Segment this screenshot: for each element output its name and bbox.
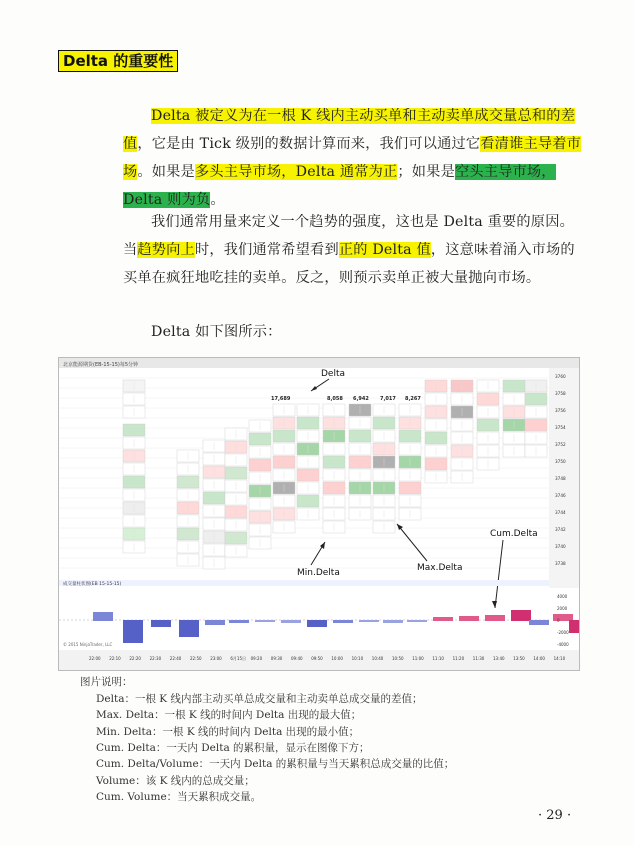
time-label: 22:20: [129, 656, 141, 661]
caption-line: Cum. Delta：一天内 Delta 的累积量，显示在图像下方；: [96, 741, 370, 754]
caption-line: Cum. Volume：当天累积成交量。: [96, 790, 262, 803]
time-label: 11:10: [432, 656, 444, 661]
time-label: 13:40: [493, 656, 505, 661]
caption-line: Min. Delta：一根 K 线的时间内 Delta 出现的最小值；: [96, 725, 360, 738]
paragraph-2: 我们通常用量来定义一个趋势的强度，这也是 Delta 重要的原因。当趋势向上时，我们通常希望看到正的 Delta 值，这意味着涌入市场的买单在疯狂地吃挂的卖单。反之，则预示卖单正被大量抛向市场。: [123, 214, 575, 286]
time-label: 22:40: [169, 656, 182, 661]
annotation-min-delta: Min.Delta: [297, 568, 340, 578]
price-label: 3754: [555, 425, 566, 430]
price-label: 3760: [555, 374, 566, 379]
top-value: 8,058: [327, 396, 343, 402]
cum-delta-bar: [151, 620, 171, 627]
top-value: 17,689: [271, 396, 291, 402]
cum-delta-bar: [205, 620, 225, 625]
cum-delta-bar: [433, 617, 453, 621]
highlight-positive-delta: 正的 Delta 值: [338, 242, 431, 258]
annotation-max-delta: Max.Delta: [417, 563, 463, 573]
cum-delta-bar: [359, 620, 379, 622]
copyright: © 2015 NinjaTrader, LLC: [63, 642, 113, 647]
footprint-chart-figure: [58, 357, 580, 671]
time-label: 11:20: [452, 656, 465, 661]
paragraph-1: Delta 被定义为在一根 K 线内主动买单和主动卖单成交量总和的差值，它是由 Tick 级别的数据计算而来，我们可以通过它看清谁主导着市场。如果是多头主导市场，Delta 通常为正；如果是空头主导市场，Delta 则为负。: [123, 108, 582, 208]
time-label: 22:00: [89, 656, 101, 661]
cum-delta-bar: [569, 620, 579, 633]
time-label: 22:30: [149, 656, 162, 661]
time-label: 22:10: [109, 656, 121, 661]
cum-delta-bar: [307, 620, 327, 627]
caption-line: Volume：该 K 线内的总成交量；: [96, 774, 255, 787]
cum-delta-bar: [93, 612, 113, 621]
time-label: 09:30: [270, 656, 283, 661]
annotation-cum-delta: Cum.Delta: [490, 529, 538, 539]
price-label: 3758: [555, 391, 566, 396]
price-label: 3756: [555, 408, 566, 413]
top-value: 6,942: [353, 396, 369, 402]
caption-line: Cum. Delta/Volume：一天内 Delta 的累积量与当天累积总成交量的比值；: [96, 758, 455, 771]
chart-header: 北京能源期货(EB-15-15)每5分钟: [63, 362, 139, 368]
top-value: 8,267: [405, 396, 421, 402]
time-label: 09:20: [250, 656, 263, 661]
price-label: 3742: [555, 527, 566, 532]
time-label: 10:40: [371, 656, 384, 661]
cum-delta-bar: [485, 615, 505, 621]
cum-delta-bar: [407, 620, 427, 622]
cum-delta-bar: [255, 620, 275, 622]
highlight-who-leads: 看清谁主导着市场: [123, 136, 582, 180]
lower-panel-label: 成交量柱状图(EB 15-15-15): [63, 582, 122, 587]
price-label: 3744: [555, 510, 566, 515]
time-label: 6月15日: [230, 656, 247, 661]
volume-axis-label: -2000: [557, 630, 569, 635]
time-label: 09:50: [311, 656, 323, 661]
cum-delta-bar: [179, 620, 199, 637]
top-value: 7,017: [380, 396, 396, 402]
cum-delta-bar: [229, 620, 249, 623]
section-title: Delta 的重要性: [58, 50, 178, 72]
cum-delta-bar: [529, 620, 549, 625]
highlight-definition: Delta 被定义为在一根 K 线内主动买单和主动卖单成交量总和的差值: [123, 108, 576, 152]
paragraph-3: Delta 如下图所示：: [151, 324, 282, 340]
cum-delta-bar: [511, 610, 531, 621]
highlight-trend-up: 趋势向上: [137, 242, 195, 258]
volume-axis-label: 0: [557, 618, 560, 623]
cum-delta-bar: [281, 620, 301, 623]
cum-delta-bar: [553, 614, 573, 621]
time-label: 23:00: [210, 656, 222, 661]
time-label: 13:50: [513, 656, 525, 661]
cum-delta-bar: [333, 620, 353, 623]
time-label: 14:10: [553, 656, 566, 661]
time-label: 11:00: [412, 656, 424, 661]
price-label: 3752: [555, 442, 566, 447]
page-number: · 29 ·: [538, 808, 572, 823]
footprint-chart: [59, 358, 579, 670]
time-label: 10:10: [351, 656, 364, 661]
time-label: 22:50: [190, 656, 202, 661]
time-label: 10:00: [331, 656, 343, 661]
cum-delta-bar: [383, 620, 403, 623]
price-label: 3746: [555, 493, 566, 498]
highlight-bull: 多头主导市场，Delta 通常为正: [194, 164, 398, 180]
volume-axis-label: 2000: [557, 606, 568, 611]
cum-delta-bar: [123, 620, 143, 643]
time-label: 10:50: [392, 656, 404, 661]
price-label: 3748: [555, 476, 566, 481]
price-label: 3738: [555, 561, 566, 566]
price-label: 3740: [555, 544, 566, 549]
price-label: 3750: [555, 459, 566, 464]
time-label: 14:00: [533, 656, 545, 661]
time-label: 09:40: [291, 656, 303, 661]
volume-axis-label: -4000: [557, 642, 569, 647]
caption-line: Max. Delta：一根 K 线的时间内 Delta 出现的最大值；: [96, 709, 362, 722]
time-label: 11:30: [472, 656, 485, 661]
volume-axis-label: 4000: [557, 594, 568, 599]
caption-line: Delta：一根 K 线内部主动买单总成交量和主动卖单总成交量的差值；: [96, 693, 423, 705]
annotation-delta: Delta: [321, 369, 346, 379]
highlight-bear: 空头主导市场，Delta 则为负: [123, 164, 556, 208]
cum-delta-bar: [459, 616, 479, 621]
caption-title: 图片说明：: [80, 676, 133, 688]
